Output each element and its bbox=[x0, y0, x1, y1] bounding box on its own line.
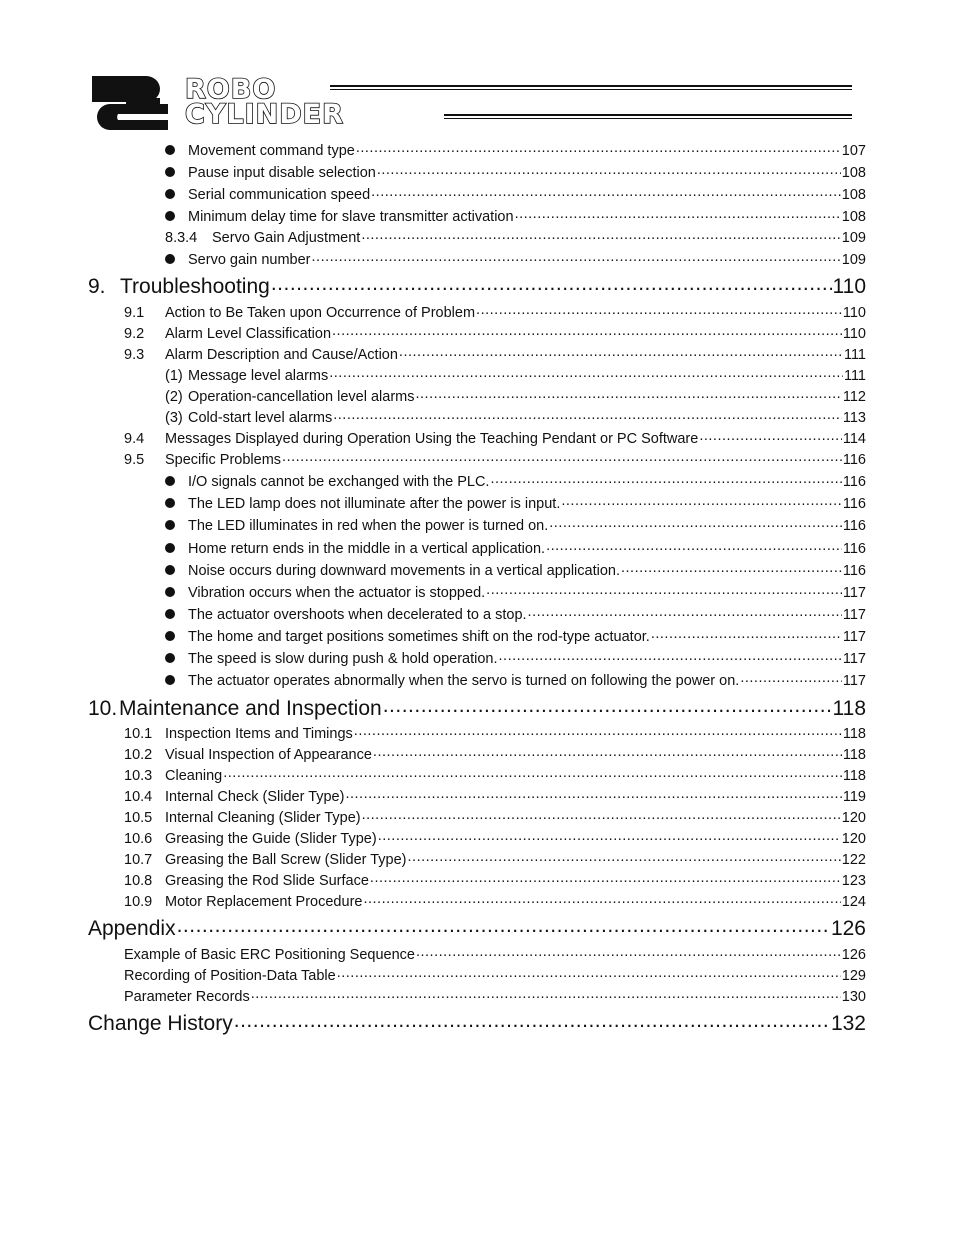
toc-entry[interactable] bbox=[165, 206, 866, 225]
toc-entry[interactable] bbox=[165, 515, 866, 534]
toc-entry[interactable] bbox=[88, 1009, 866, 1036]
toc-title: Alarm Description and Cause/Action bbox=[165, 346, 398, 363]
toc-title: Greasing the Guide (Slider Type) bbox=[165, 830, 377, 847]
toc-entry[interactable] bbox=[124, 807, 866, 826]
toc-page-number: 132 bbox=[830, 1012, 866, 1035]
toc-number: 9.5 bbox=[124, 451, 145, 468]
bullet-icon bbox=[165, 476, 175, 486]
logo-rule-bottom bbox=[444, 114, 852, 119]
toc-entry[interactable] bbox=[124, 302, 866, 321]
bullet-icon bbox=[165, 587, 175, 597]
toc-title: Vibration occurs when the actuator is stopped. bbox=[188, 584, 486, 601]
toc-page-number: 110 bbox=[842, 325, 866, 342]
toc-title: The LED illuminates in red when the power is turned on. bbox=[188, 517, 549, 534]
toc-entry[interactable] bbox=[165, 648, 866, 667]
toc-leader-dots bbox=[408, 849, 841, 864]
toc-page-number: 123 bbox=[841, 872, 866, 889]
toc-page-number: 118 bbox=[842, 725, 866, 742]
toc-entry[interactable] bbox=[124, 891, 866, 910]
toc-title: Greasing the Ball Screw (Slider Type) bbox=[165, 851, 407, 868]
toc-page-number: 116 bbox=[842, 562, 866, 579]
toc-leader-dots bbox=[373, 744, 842, 759]
toc-leader-dots bbox=[371, 184, 841, 199]
toc-number: (2) bbox=[165, 388, 183, 405]
toc-entry[interactable] bbox=[165, 670, 866, 689]
toc-page-number: 126 bbox=[841, 946, 866, 963]
toc-page-number: 129 bbox=[841, 967, 866, 984]
toc-title: Messages Displayed during Operation Using the Teaching Pendant or PC Software bbox=[165, 430, 699, 447]
toc-entry[interactable] bbox=[124, 428, 866, 447]
toc-entry[interactable] bbox=[165, 604, 866, 623]
toc-page-number: 117 bbox=[842, 606, 866, 623]
toc-page-number: 109 bbox=[841, 251, 866, 268]
toc-title: Cold-start level alarms bbox=[188, 409, 333, 426]
toc-page-number: 122 bbox=[841, 851, 866, 868]
toc-title: Parameter Records bbox=[124, 988, 250, 1005]
toc-entry[interactable] bbox=[124, 786, 866, 805]
toc-number: 9.1 bbox=[124, 304, 145, 321]
toc-number: 9. bbox=[88, 275, 106, 298]
toc-page-number: 107 bbox=[841, 142, 866, 159]
toc-entry[interactable] bbox=[165, 493, 866, 512]
toc-page-number: 116 bbox=[842, 495, 866, 512]
toc-leader-dots bbox=[271, 272, 832, 293]
toc-entry[interactable] bbox=[165, 560, 866, 579]
toc-number: 10.4 bbox=[124, 788, 153, 805]
toc-entry[interactable] bbox=[124, 944, 866, 963]
bullet-icon bbox=[165, 653, 175, 663]
toc-entry[interactable] bbox=[165, 162, 866, 181]
toc-entry[interactable] bbox=[165, 140, 866, 159]
bullet-icon bbox=[165, 631, 175, 641]
bullet-icon bbox=[165, 520, 175, 530]
toc-page-number: 120 bbox=[841, 830, 866, 847]
toc-title: Movement command type bbox=[188, 142, 355, 159]
toc-number: 10.3 bbox=[124, 767, 153, 784]
toc-entry[interactable] bbox=[124, 965, 866, 984]
toc-title: Troubleshooting bbox=[120, 275, 270, 298]
toc-number: (1) bbox=[165, 367, 183, 384]
toc-leader-dots bbox=[546, 538, 842, 553]
toc-title: Greasing the Rod Slide Surface bbox=[165, 872, 369, 889]
logo-word-cylinder: CYLINDER bbox=[185, 99, 344, 130]
bullet-icon bbox=[165, 167, 175, 177]
toc-leader-dots bbox=[234, 1009, 830, 1030]
toc-leader-dots bbox=[416, 944, 841, 959]
toc-title: Cleaning bbox=[165, 767, 223, 784]
toc-entry[interactable] bbox=[124, 449, 866, 468]
toc-entry[interactable] bbox=[165, 249, 866, 268]
toc-number: 10.9 bbox=[124, 893, 153, 910]
toc-title: Servo Gain Adjustment bbox=[212, 229, 361, 246]
toc-number: 9.2 bbox=[124, 325, 145, 342]
toc-page-number: 113 bbox=[842, 409, 866, 426]
toc-page-number: 117 bbox=[842, 628, 866, 645]
toc-leader-dots bbox=[282, 449, 842, 464]
toc-leader-dots bbox=[251, 986, 841, 1001]
toc-leader-dots bbox=[223, 765, 842, 780]
toc-number: 10. bbox=[88, 697, 118, 720]
toc-entry[interactable] bbox=[124, 344, 866, 363]
toc-page-number: 118 bbox=[842, 767, 866, 784]
toc-title: Pause input disable selection bbox=[188, 164, 376, 181]
toc-title: The actuator operates abnormally when the servo is turned on following the power on. bbox=[188, 672, 740, 689]
toc-title: Recording of Position-Data Table bbox=[124, 967, 336, 984]
bullet-icon bbox=[165, 498, 175, 508]
toc-leader-dots bbox=[549, 515, 842, 530]
toc-leader-dots bbox=[362, 807, 841, 822]
toc-leader-dots bbox=[699, 428, 842, 443]
toc-entry[interactable] bbox=[165, 471, 866, 490]
toc-page-number: 111 bbox=[843, 367, 866, 384]
toc-entry[interactable] bbox=[88, 694, 866, 721]
toc-number: 9.4 bbox=[124, 430, 145, 447]
toc-entry[interactable] bbox=[165, 538, 866, 557]
toc-number: 10.1 bbox=[124, 725, 153, 742]
toc-leader-dots bbox=[312, 249, 841, 264]
toc-number: 9.3 bbox=[124, 346, 145, 363]
toc-page-number: 119 bbox=[842, 788, 866, 805]
toc-number: (3) bbox=[165, 409, 183, 426]
toc-entry[interactable] bbox=[165, 626, 866, 645]
toc-page-number: 108 bbox=[841, 186, 866, 203]
toc-leader-dots bbox=[377, 162, 841, 177]
toc-leader-dots bbox=[337, 965, 841, 980]
toc-leader-dots bbox=[740, 670, 842, 685]
toc-title: The home and target positions sometimes shift on the rod-type actuator. bbox=[188, 628, 650, 645]
toc-leader-dots bbox=[415, 386, 841, 401]
toc-title: I/O signals cannot be exchanged with the PLC. bbox=[188, 473, 490, 490]
robo-cylinder-logo bbox=[90, 76, 860, 132]
toc-entry[interactable] bbox=[124, 828, 866, 847]
toc-title: Alarm Level Classification bbox=[165, 325, 332, 342]
bullet-icon bbox=[165, 675, 175, 685]
toc-title: Action to Be Taken upon Occurrence of Problem bbox=[165, 304, 476, 321]
toc-entry[interactable] bbox=[165, 184, 866, 203]
toc-leader-dots bbox=[399, 344, 843, 359]
toc-leader-dots bbox=[177, 914, 830, 935]
logo-word-robo: ROBO bbox=[185, 74, 277, 105]
toc-title: The actuator overshoots when decelerated to a stop. bbox=[188, 606, 527, 623]
toc-page-number: 117 bbox=[842, 650, 866, 667]
toc-title: Example of Basic ERC Positioning Sequence bbox=[124, 946, 415, 963]
toc-entry[interactable] bbox=[124, 723, 866, 742]
logo-rule-top bbox=[330, 85, 852, 90]
toc-page-number: 120 bbox=[841, 809, 866, 826]
bullet-icon bbox=[165, 565, 175, 575]
toc-title: The speed is slow during push & hold operation. bbox=[188, 650, 498, 667]
toc-page-number: 110 bbox=[832, 275, 866, 298]
toc-title: Internal Check (Slider Type) bbox=[165, 788, 345, 805]
toc-title: Noise occurs during downward movements in a vertical application. bbox=[188, 562, 620, 579]
toc-title: Servo gain number bbox=[188, 251, 311, 268]
toc-page-number: 124 bbox=[841, 893, 866, 910]
toc-leader-dots bbox=[476, 302, 842, 317]
toc-page-number: 114 bbox=[842, 430, 866, 447]
toc-leader-dots bbox=[332, 323, 842, 338]
toc-leader-dots bbox=[515, 206, 841, 221]
toc-title: Serial communication speed bbox=[188, 186, 371, 203]
bullet-icon bbox=[165, 145, 175, 155]
toc-leader-dots bbox=[528, 604, 842, 619]
toc-number: 10.2 bbox=[124, 746, 153, 763]
bullet-icon bbox=[165, 543, 175, 553]
toc-page-number: 109 bbox=[841, 229, 866, 246]
rc-logo-icon bbox=[90, 76, 170, 130]
toc-title: Visual Inspection of Appearance bbox=[165, 746, 372, 763]
toc-leader-dots bbox=[354, 723, 842, 738]
toc-leader-dots bbox=[333, 407, 842, 422]
toc-page-number: 108 bbox=[841, 164, 866, 181]
toc-entry[interactable] bbox=[165, 582, 866, 601]
bullet-icon bbox=[165, 211, 175, 221]
toc-title: Internal Cleaning (Slider Type) bbox=[165, 809, 361, 826]
toc-leader-dots bbox=[378, 828, 841, 843]
toc-title: Change History bbox=[88, 1012, 233, 1035]
toc-number: 10.7 bbox=[124, 851, 153, 868]
toc-number: 10.5 bbox=[124, 809, 153, 826]
toc-title: Home return ends in the middle in a vertical application. bbox=[188, 540, 546, 557]
toc-title: The LED lamp does not illuminate after the power is input. bbox=[188, 495, 561, 512]
toc-page-number: 111 bbox=[843, 346, 866, 363]
toc-leader-dots bbox=[490, 471, 841, 486]
toc-title: Appendix bbox=[88, 917, 176, 940]
toc-page-number: 108 bbox=[841, 208, 866, 225]
toc-page-number: 117 bbox=[842, 584, 866, 601]
toc-leader-dots bbox=[621, 560, 842, 575]
toc-leader-dots bbox=[329, 365, 843, 380]
toc-leader-dots bbox=[486, 582, 842, 597]
toc-leader-dots bbox=[383, 694, 832, 715]
toc-leader-dots bbox=[363, 891, 840, 906]
toc-page-number: 118 bbox=[842, 746, 866, 763]
toc-title: Maintenance and Inspection bbox=[119, 697, 382, 720]
toc-page-number: 110 bbox=[842, 304, 866, 321]
bullet-icon bbox=[165, 609, 175, 619]
toc-title: Specific Problems bbox=[165, 451, 282, 468]
toc-leader-dots bbox=[345, 786, 841, 801]
toc-leader-dots bbox=[499, 648, 842, 663]
toc-entry[interactable] bbox=[124, 986, 866, 1005]
toc-entry[interactable] bbox=[124, 849, 866, 868]
bullet-icon bbox=[165, 254, 175, 264]
toc-page-number: 116 bbox=[842, 451, 866, 468]
bullet-icon bbox=[165, 189, 175, 199]
toc-entry[interactable] bbox=[88, 272, 866, 299]
toc-page-number: 117 bbox=[842, 672, 866, 689]
toc-leader-dots bbox=[651, 626, 842, 641]
toc-number: 10.6 bbox=[124, 830, 153, 847]
toc-entry[interactable] bbox=[124, 870, 866, 889]
toc-page-number: 116 bbox=[842, 473, 866, 490]
toc-entry[interactable] bbox=[124, 323, 866, 342]
toc-number: 8.3.4 bbox=[165, 229, 198, 246]
toc-title: Operation-cancellation level alarms bbox=[188, 388, 415, 405]
toc-leader-dots bbox=[561, 493, 842, 508]
toc-entry[interactable] bbox=[124, 744, 866, 763]
toc-title: Message level alarms bbox=[188, 367, 329, 384]
toc-title: Minimum delay time for slave transmitter activation bbox=[188, 208, 514, 225]
toc-page-number: 112 bbox=[842, 388, 866, 405]
toc-entry[interactable] bbox=[165, 386, 866, 405]
toc-page-number: 116 bbox=[842, 540, 866, 557]
toc-entry[interactable] bbox=[124, 765, 866, 784]
toc-title: Inspection Items and Timings bbox=[165, 725, 353, 742]
toc-page-number: 116 bbox=[842, 517, 866, 534]
toc-entry[interactable] bbox=[165, 227, 866, 246]
toc-page-number: 118 bbox=[832, 697, 866, 720]
toc-page-number: 130 bbox=[841, 988, 866, 1005]
toc-leader-dots bbox=[356, 140, 841, 155]
toc-entry[interactable] bbox=[165, 407, 866, 426]
toc-leader-dots bbox=[361, 227, 840, 242]
toc-page-number: 126 bbox=[830, 917, 866, 940]
toc-entry[interactable] bbox=[88, 914, 866, 941]
toc-title: Motor Replacement Procedure bbox=[165, 893, 363, 910]
toc-number: 10.8 bbox=[124, 872, 153, 889]
toc-entry[interactable] bbox=[165, 365, 866, 384]
toc-leader-dots bbox=[370, 870, 841, 885]
